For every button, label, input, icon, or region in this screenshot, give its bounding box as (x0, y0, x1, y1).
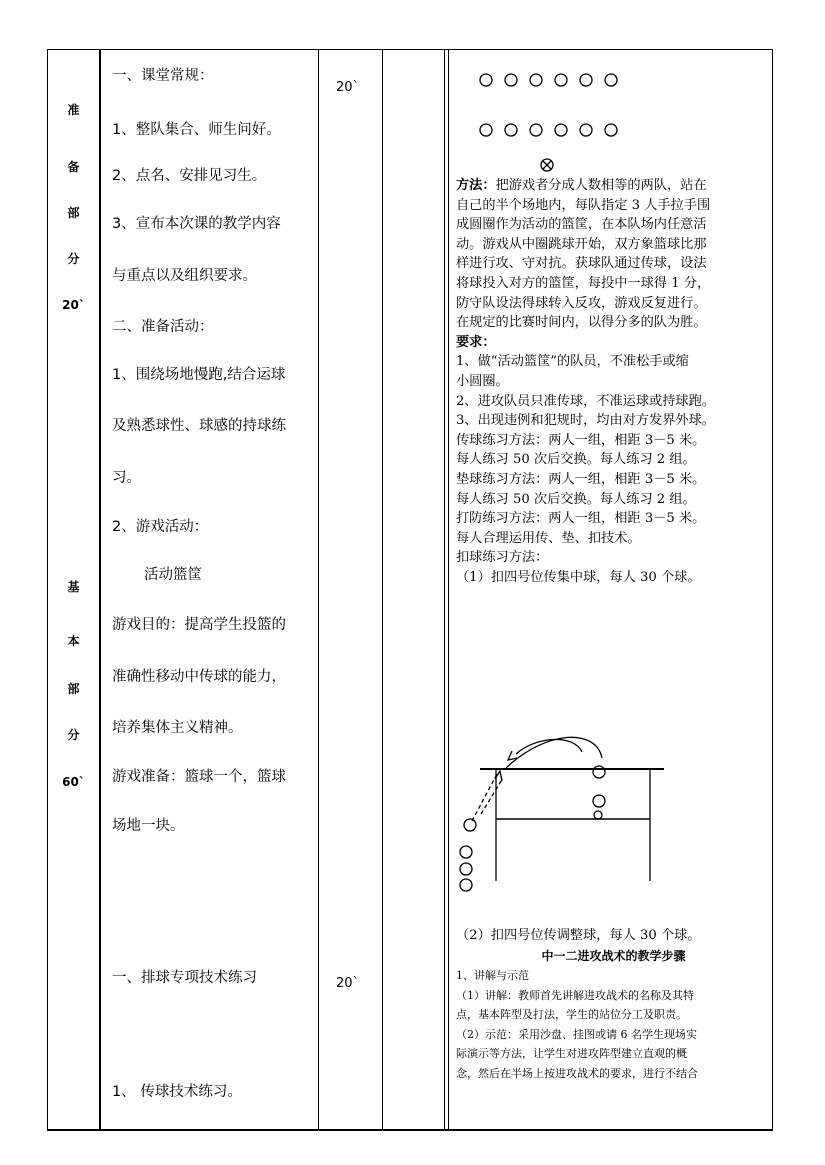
part-label-basic: 本 (67, 634, 80, 648)
org-line: 每人练习 50 次后交换。每人练习 2 组。 (456, 452, 696, 468)
player-circle (530, 74, 542, 86)
org-line: 每人练习 50 次后交换。每人练习 2 组。 (456, 491, 696, 507)
column-divider (382, 49, 383, 1130)
org-line: 1、做“活动篮筐”的队员，不准松手或缩 (456, 354, 689, 370)
org-line: （1）讲解：教师首先讲解进攻战术的名称及其特 (456, 988, 694, 1002)
player-circle (594, 811, 602, 819)
part-label-prep-time: 20` (62, 298, 85, 312)
org-line: 自己的半个场地内，每队指定 3 人手拉手围 (456, 197, 711, 213)
table-border-right (772, 49, 773, 1130)
part-label-basic: 部 (67, 682, 80, 696)
player-circle (530, 124, 542, 136)
org-adjust-line (456, 926, 771, 946)
content-line: 准确性移动中传球的能力， (112, 669, 286, 685)
player-circle (605, 124, 617, 136)
part-label-basic-time: 60` (62, 775, 85, 789)
part-label-prep: 备 (67, 160, 80, 174)
org-line: 样进行攻、守对抗。获球队通过传球，设法 (456, 256, 707, 272)
time-value: 20` (336, 80, 360, 95)
arrow-head (508, 751, 517, 760)
content-line: 1、整队集合、师生问好。 (112, 122, 281, 138)
org-line: 动。游戏从中圈跳球开始，双方象篮球比那 (456, 236, 707, 252)
content-line: 活动篮筐 (144, 567, 202, 583)
org-tactics-block (456, 966, 771, 1084)
part-label-prep: 准 (67, 103, 80, 117)
trajectory-arc (506, 737, 602, 768)
content-line: 2、游戏活动： (112, 519, 209, 535)
player-circle (460, 846, 472, 858)
part-label-basic: 基 (67, 580, 80, 594)
column-divider (444, 49, 445, 1130)
player-circle (460, 879, 472, 891)
player-circle (580, 124, 592, 136)
content-line: 一、排球专项技术练习 (112, 970, 257, 986)
content-line: 1、 传球技术练习。 (112, 1084, 242, 1100)
player-circle (505, 74, 517, 86)
column-divider (318, 49, 319, 1130)
org-line: 将球投入对方的篮筐，每投中一球得 1 分， (456, 275, 711, 291)
content-line: 3、宣布本次课的教学内容 (112, 216, 281, 232)
content-line: 场地一块。 (112, 818, 185, 834)
part-label-basic: 分 (67, 728, 80, 742)
content-line: 一、课堂常规： (112, 68, 214, 84)
content-line: 与重点以及组织要求。 (112, 268, 257, 284)
requirement-label: 要求： (456, 334, 496, 350)
org-line: 垫球练习方法：两人一组，相距 3－5 米。 (456, 471, 706, 487)
org-line: 小圆圈。 (456, 373, 509, 389)
org-method-block (456, 176, 771, 587)
player-circle (480, 74, 492, 86)
player-circle (505, 124, 517, 136)
player-circle (593, 766, 605, 778)
org-line: 在规定的比赛时间内，以得分多的队为胜。 (456, 315, 707, 331)
part-label-prep: 部 (67, 206, 80, 220)
time-value: 20` (336, 976, 360, 991)
org-line: 际演示等方法，让学生对进攻阵型建立直观的概 (456, 1047, 687, 1061)
player-circle (460, 863, 472, 875)
formation-diagram (470, 66, 670, 176)
org-line: 防守队设法得球转入反攻，游戏反复进行。 (456, 295, 707, 311)
approach-arrow (472, 774, 497, 821)
player-circle (464, 819, 476, 831)
content-line: 游戏目的：提高学生投篮的 (112, 617, 286, 633)
org-line: （1）扣四号位传集中球，每人 30 个球。 (456, 569, 701, 585)
org-line: 打防练习方法：两人一组，相距 3－5 米。 (456, 511, 706, 527)
org-line: 念，然后在半场上按进攻战术的要求，进行不结合 (456, 1066, 698, 1080)
player-circle (480, 124, 492, 136)
content-line: 培养集体主义精神。 (112, 720, 243, 736)
teacher-symbol (541, 159, 553, 171)
column-divider (448, 49, 449, 1130)
content-line: 二、准备活动： (112, 319, 214, 335)
org-line: 扣球练习方法： (456, 550, 549, 566)
org-line: 2、进攻队员只准传球，不准运球或持球跑。 (456, 393, 715, 409)
player-circle (605, 74, 617, 86)
player-circle (555, 74, 567, 86)
content-line: 游戏准备：篮球一个，篮球 (112, 769, 286, 785)
org-line: 1、讲解与示范 (456, 969, 529, 982)
org-line: （2）示范：采用沙盘、挂图或请 6 名学生现场实 (456, 1027, 697, 1041)
org-line: 把游戏者分成人数相等的两队，站在 (495, 178, 707, 193)
org-line: 成圆圈作为活动的篮筐，在本队场内任意活 (456, 217, 707, 233)
player-circle (593, 795, 605, 807)
player-circle (580, 74, 592, 86)
org-line: 每人合理运用传、垫、扣技术。 (456, 530, 641, 546)
table-border-bottom (47, 1129, 773, 1131)
content-line: 2、点名、安排见习生。 (112, 168, 267, 184)
org-line: 点，基本阵型及打法，学生的站位分工及职责。 (456, 1008, 687, 1022)
org-line: 传球练习方法：两人一组，相距 3－5 米。 (456, 432, 706, 448)
content-line: 习。 (112, 470, 141, 486)
content-line: 及熟悉球性、球感的持球练 (112, 418, 286, 434)
org-line: （2）扣四号位传调整球，每人 30 个球。 (456, 928, 701, 943)
player-circle (555, 124, 567, 136)
tactics-heading: 中一二进攻战术的教学步骤 (541, 949, 686, 963)
org-line: 3、出现违例和犯规时，均由对方发界外球。 (456, 413, 715, 429)
method-label: 方法： (456, 178, 496, 193)
spike-drill-diagram (456, 738, 676, 918)
part-label-prep: 分 (67, 252, 80, 266)
table-border-top (47, 49, 773, 50)
content-line: 1、围绕场地慢跑,结合运球 (112, 367, 286, 383)
